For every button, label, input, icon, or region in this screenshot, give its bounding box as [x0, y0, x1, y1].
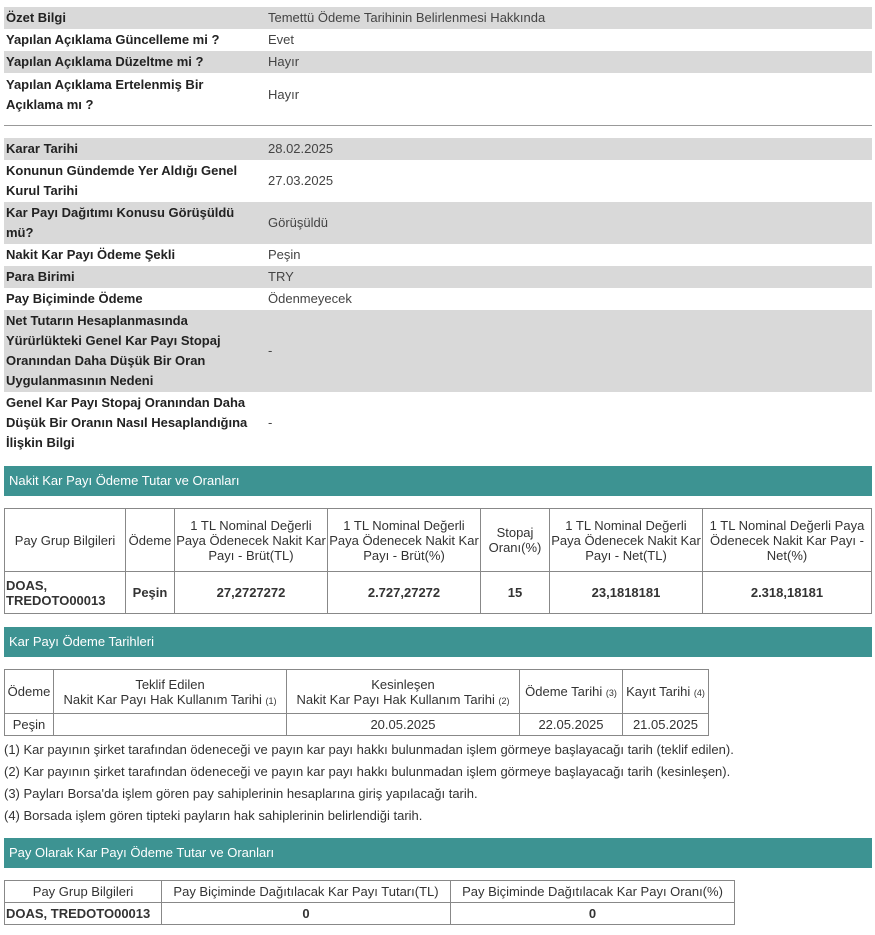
detail-value: Ödenmeyecek	[268, 291, 352, 306]
detail-label: Nakit Kar Payı Ödeme Şekli	[6, 247, 176, 262]
footnote: (2) Kar payının şirket tarafından ödeneceği ve payın kar payı hakkı bulunmadan işlem görmeye başlayacağı tarih (kesinleşen).	[4, 764, 731, 779]
cell-record-date: 21.05.2025	[623, 714, 709, 736]
detail-label: Pay Biçiminde Ödeme	[6, 291, 143, 306]
stock-section-header: Pay Olarak Kar Payı Ödeme Tutar ve Oranları	[4, 838, 872, 868]
summary-row	[4, 73, 872, 117]
table-header-row	[5, 509, 872, 572]
detail-label: Konunun Gündemde Yer Aldığı Genel Kurul Tarihi	[6, 163, 238, 198]
detail-row	[4, 138, 872, 160]
col-header-payment: Ödeme	[126, 509, 175, 572]
detail-row	[4, 392, 872, 454]
detail-row	[4, 288, 872, 310]
table-row	[5, 572, 872, 614]
footnote: (1) Kar payının şirket tarafından ödeneceği ve payın kar payı hakkı bulunmadan işlem görmeye başlayacağı tarih (teklif edilen).	[4, 742, 734, 757]
detail-row	[4, 266, 872, 288]
detail-label: Para Birimi	[4, 266, 265, 288]
summary-label: Yapılan Açıklama Düzeltme mi ?	[4, 51, 265, 73]
summary-label: Yapılan Açıklama Güncelleme mi ?	[6, 32, 220, 47]
detail-value: -	[265, 310, 872, 392]
summary-row	[4, 29, 872, 51]
footnote: (3) Payları Borsa'da işlem gören pay sahiplerinin hesaplarına giriş yapılacağı tarih.	[4, 786, 478, 801]
summary-value: Temettü Ödeme Tarihinin Belirlenmesi Hakkında	[265, 7, 872, 29]
summary-row	[4, 51, 872, 73]
table-row	[5, 714, 709, 736]
footnote: (4) Borsada işlem gören tipteki payların hak sahiplerinin belirlendiği tarih.	[4, 808, 423, 823]
col-header-finalized	[287, 670, 520, 714]
cell-net-pct: 2.318,18181	[703, 572, 872, 614]
table-header-row	[5, 670, 709, 714]
col-header-withholding: Stopaj Oranı(%)	[481, 509, 550, 572]
col-header-gross-tl: 1 TL Nominal Değerli Paya Ödenecek Nakit Kar Payı - Brüt(TL)	[175, 509, 328, 572]
summary-table	[4, 7, 872, 117]
col-header-group: Pay Grup Bilgileri	[5, 509, 126, 572]
summary-row	[4, 7, 872, 29]
detail-row	[4, 202, 872, 244]
detail-value: Peşin	[268, 247, 301, 262]
detail-value: TRY	[265, 266, 872, 288]
detail-label: Kar Payı Dağıtımı Konusu Görüşüldü mü?	[4, 202, 265, 244]
cell-payment: Peşin	[5, 714, 54, 736]
finalized-line1: Kesinleşen	[371, 676, 435, 692]
footnote-ref: (2)	[498, 695, 510, 706]
col-header-stock-amount: Pay Biçiminde Dağıtılacak Kar Payı Tutarı(TL)	[162, 881, 451, 903]
footnote-ref: (4)	[693, 688, 705, 698]
summary-value: Evet	[268, 32, 295, 47]
dates-section-header: Kar Payı Ödeme Tarihleri	[4, 627, 872, 657]
detail-value: 27.03.2025	[268, 173, 334, 188]
detail-row	[4, 244, 872, 266]
summary-value: Hayır	[268, 87, 300, 102]
footnote-ref: (1)	[265, 695, 277, 706]
cell-stock-amount: 0	[162, 903, 451, 925]
summary-value: Hayır	[265, 51, 872, 73]
details-table	[4, 138, 872, 454]
cell-group: DOAS, TREDOTO00013	[5, 572, 126, 614]
col-header-stock-ratio: Pay Biçiminde Dağıtılacak Kar Payı Oranı(%)	[451, 881, 735, 903]
payment-date-label: Ödeme Tarihi	[525, 684, 603, 699]
stock-dividend-table	[4, 880, 735, 925]
cell-gross-tl: 27,2727272	[175, 572, 328, 614]
cell-proposed	[54, 714, 287, 736]
footnote-ref: (3)	[605, 688, 617, 698]
col-header-record-date	[623, 670, 709, 714]
col-header-group: Pay Grup Bilgileri	[5, 881, 162, 903]
record-date-label: Kayıt Tarihi	[626, 684, 691, 699]
cell-gross-pct: 2.727,27272	[328, 572, 481, 614]
cash-dividend-table	[4, 508, 872, 614]
col-header-net-pct: 1 TL Nominal Değerli Paya Ödenecek Nakit Kar Payı - Net(%)	[703, 509, 872, 572]
proposed-line1: Teklif Edilen	[135, 676, 205, 692]
summary-label: Yapılan Açıklama Ertelenmiş Bir Açıklama mı ?	[6, 77, 204, 112]
table-row	[5, 903, 735, 925]
col-header-proposed	[54, 670, 287, 714]
finalized-line2: Nakit Kar Payı Hak Kullanım Tarihi	[296, 691, 495, 707]
detail-row	[4, 310, 872, 392]
detail-label: Net Tutarın Hesaplanmasında Yürürlükteki Genel Kar Payı Stopaj Oranından Daha Düşük Bir Oran Uygulanmasının Nedeni	[4, 310, 265, 392]
section-divider	[4, 125, 872, 126]
detail-label: Genel Kar Payı Stopaj Oranından Daha Düşük Bir Oranın Nasıl Hesaplandığına İlişkin Bilgi	[6, 395, 248, 450]
detail-row	[4, 160, 872, 202]
detail-value: Görüşüldü	[265, 202, 872, 244]
cell-net-tl: 23,1818181	[550, 572, 703, 614]
detail-value: -	[268, 415, 273, 430]
cell-group: DOAS, TREDOTO00013	[5, 903, 162, 925]
cell-finalized: 20.05.2025	[287, 714, 520, 736]
cell-stock-ratio: 0	[451, 903, 735, 925]
table-header-row	[5, 881, 735, 903]
col-header-payment-date	[520, 670, 623, 714]
col-header-gross-pct: 1 TL Nominal Değerli Paya Ödenecek Nakit Kar Payı - Brüt(%)	[328, 509, 481, 572]
col-header-payment: Ödeme	[5, 670, 54, 714]
proposed-line2: Nakit Kar Payı Hak Kullanım Tarihi	[63, 691, 262, 707]
detail-label: Karar Tarihi	[4, 138, 265, 160]
summary-label: Özet Bilgi	[4, 7, 265, 29]
cell-withholding: 15	[481, 572, 550, 614]
payment-dates-table	[4, 669, 709, 736]
cell-payment-date: 22.05.2025	[520, 714, 623, 736]
cell-payment: Peşin	[126, 572, 175, 614]
col-header-net-tl: 1 TL Nominal Değerli Paya Ödenecek Nakit Kar Payı - Net(TL)	[550, 509, 703, 572]
detail-value: 28.02.2025	[265, 138, 872, 160]
cash-section-header: Nakit Kar Payı Ödeme Tutar ve Oranları	[4, 466, 872, 496]
